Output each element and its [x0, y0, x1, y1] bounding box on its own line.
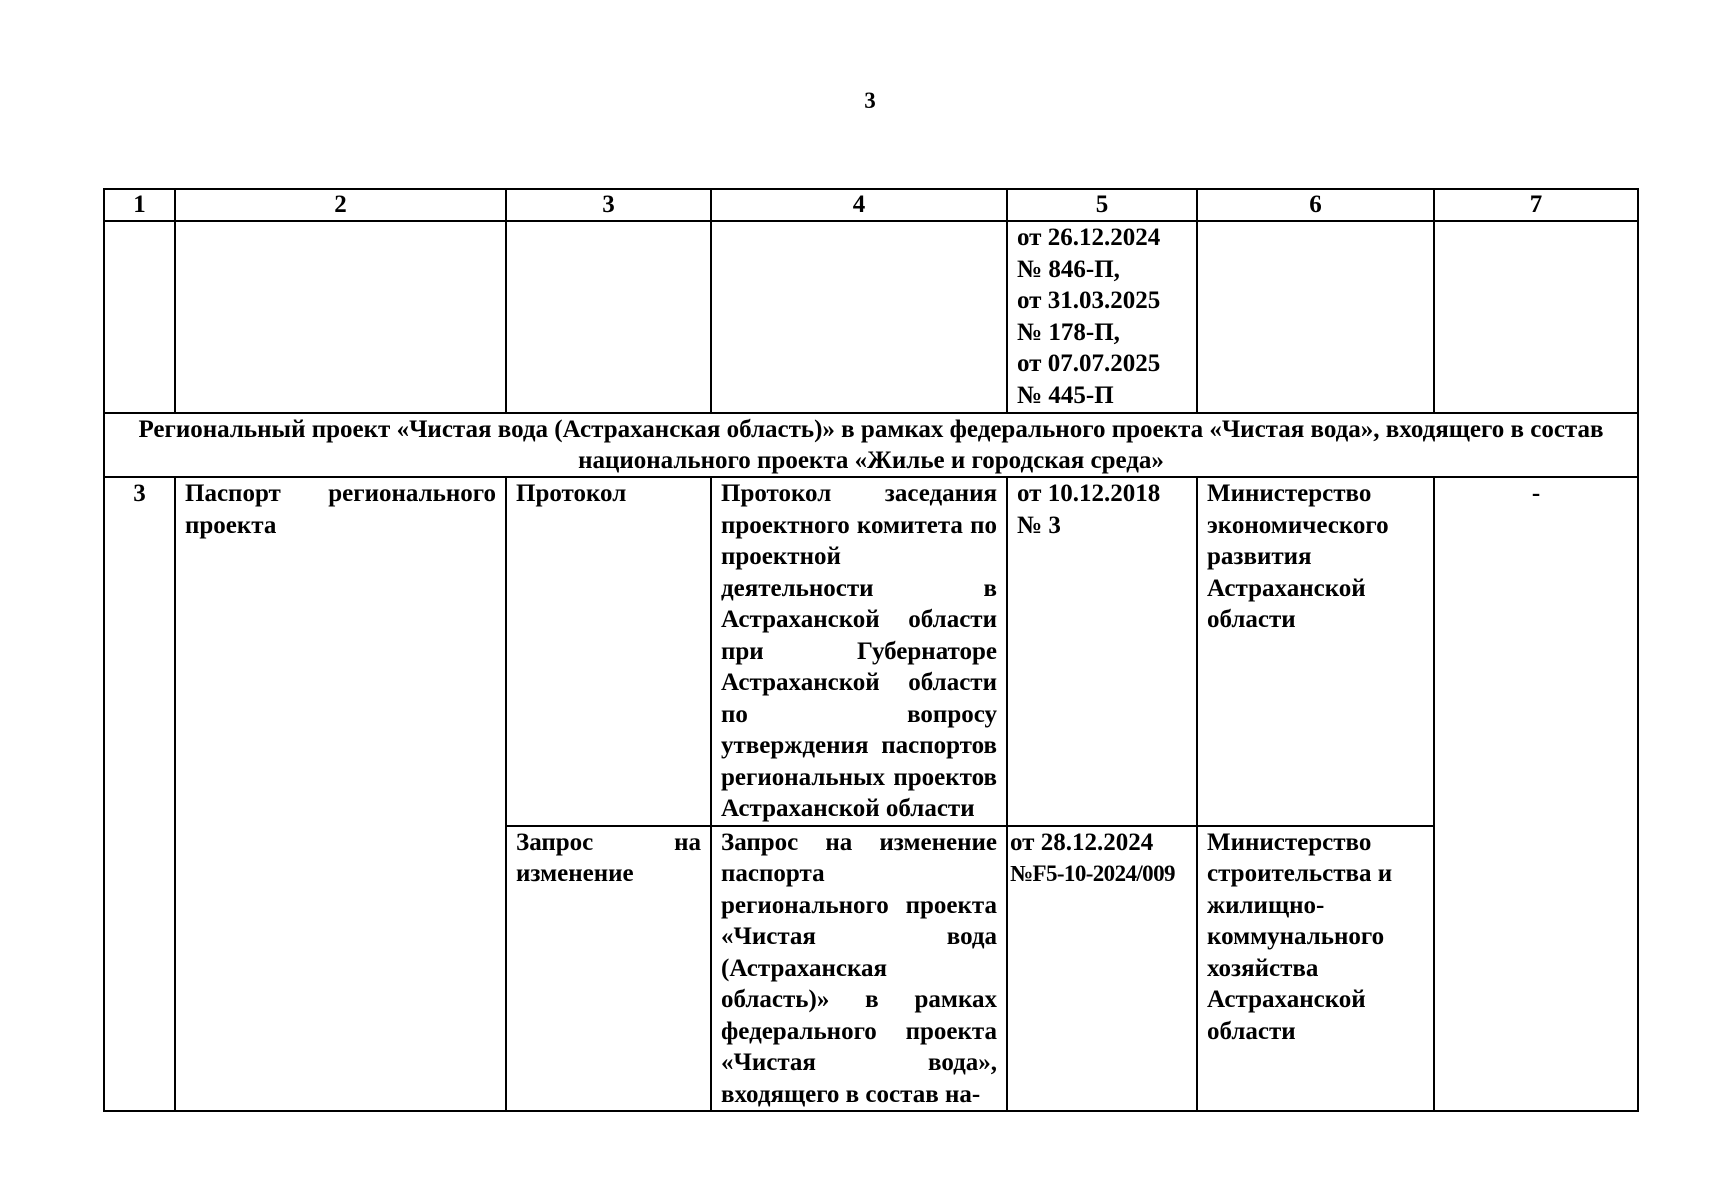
continued-cell-1	[104, 221, 175, 413]
continued-cell-2	[175, 221, 506, 413]
number-line: № 178-П,	[1017, 318, 1120, 346]
document-date: от 28.12.2024	[1010, 828, 1154, 856]
column-7-value: -	[1434, 477, 1638, 1111]
document-description: Протокол заседания проектного комитета по проектной деятельности в Астраханской области при Губернаторе Астраханской области по вопросу утверждения паспортов региональных проектов Астраханской области	[711, 477, 1007, 826]
date-line: от 26.12.2024	[1017, 224, 1161, 251]
column-header-3: 3	[506, 189, 711, 221]
document-number: №F5-10-2024/009	[1010, 861, 1175, 886]
date-line: от 07.07.2025	[1017, 350, 1161, 377]
header-row	[104, 189, 1638, 221]
section-title: Региональный проект «Чистая вода (Астраханская область)» в рамках федерального проекта «Чистая вода», входящего в состав национального проекта «Жилье и городская среда»	[104, 413, 1638, 477]
column-header-2: 2	[175, 189, 506, 221]
document-type: Протокол	[506, 477, 711, 826]
number-line: № 846-П,	[1017, 255, 1120, 283]
document-table	[103, 188, 1639, 1112]
page-number: 3	[864, 88, 876, 113]
document-executor: Министерство экономического развития Астраханской области	[1197, 477, 1434, 826]
continued-row	[104, 221, 1638, 413]
continued-cell-5	[1007, 221, 1197, 413]
document-number: № 3	[1017, 511, 1061, 539]
row-number: 3	[104, 477, 175, 1111]
document-name: Паспорт регионального проекта	[175, 477, 506, 1111]
table-row	[104, 477, 1638, 826]
column-header-5: 5	[1007, 189, 1197, 221]
continued-cell-4	[711, 221, 1007, 413]
document-date-number	[1007, 826, 1197, 1112]
column-header-1: 1	[104, 189, 175, 221]
number-line: № 445-П	[1017, 381, 1114, 409]
document-executor: Министерство строительства и жилищно-коммунального хозяйства Астраханской области	[1197, 826, 1434, 1112]
document-date-number	[1007, 477, 1197, 826]
document-description: Запрос на изменение паспорта регионального проекта «Чистая вода (Астраханская область)» в рамках федерального проекта «Чистая вода», входящего в состав на-	[711, 826, 1007, 1112]
continued-cell-7	[1434, 221, 1638, 413]
date-line: от 31.03.2025	[1017, 287, 1161, 314]
column-header-7: 7	[1434, 189, 1638, 221]
column-header-4: 4	[711, 189, 1007, 221]
continued-cell-6	[1197, 221, 1434, 413]
continued-cell-3	[506, 221, 711, 413]
section-title-row	[104, 413, 1638, 477]
document-type: Запрос на изменение	[506, 826, 711, 1112]
column-header-6: 6	[1197, 189, 1434, 221]
document-date: от 10.12.2018	[1017, 480, 1161, 507]
